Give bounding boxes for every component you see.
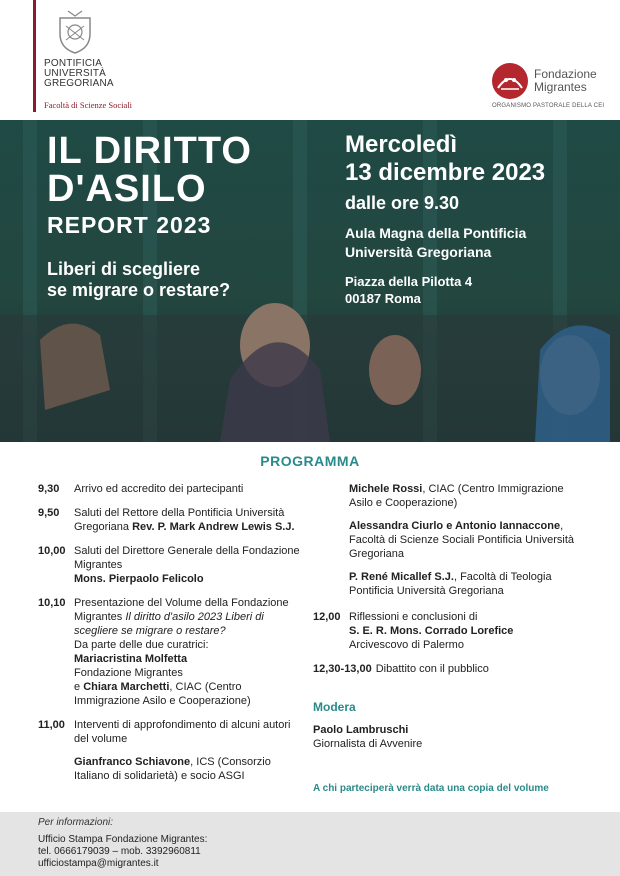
event-title-line1: IL DIRITTO bbox=[47, 130, 252, 172]
address-line: 00187 Roma bbox=[345, 291, 421, 306]
schedule-text: Riflessioni e conclusioni di bbox=[349, 611, 478, 623]
schedule-time: 10,00 bbox=[38, 545, 66, 557]
moderator bbox=[313, 723, 422, 751]
schedule-item bbox=[38, 718, 308, 783]
speaker-affiliation: , Facoltà di Scienze Sociali Pontificia Università Gregoriana bbox=[349, 520, 574, 560]
speaker-affiliation: , ICS (Consorzio Italiano di solidarietà) e socio ASGI bbox=[74, 756, 271, 782]
schedule-time: 12,00 bbox=[313, 611, 341, 623]
schedule-description bbox=[74, 544, 308, 586]
speaker-affiliation: Fondazione Migrantes bbox=[74, 667, 183, 679]
venue-line: Aula Magna della Pontificia bbox=[345, 225, 527, 241]
report-subtitle: REPORT 2023 bbox=[47, 212, 212, 238]
fm-name-line: Fondazione bbox=[534, 67, 597, 81]
schedule-text: Da parte delle due curatrici: bbox=[74, 639, 209, 651]
programma-heading: PROGRAMMA bbox=[260, 453, 360, 469]
speaker-line bbox=[74, 680, 308, 708]
speaker-name: Mariacristina Molfetta bbox=[74, 653, 188, 665]
schedule-item bbox=[38, 482, 308, 496]
speaker-name: Chiara Marchetti bbox=[83, 681, 170, 693]
schedule-time: 9,50 bbox=[38, 507, 60, 519]
venue-line: Università Gregoriana bbox=[345, 244, 492, 260]
event-address bbox=[345, 273, 472, 307]
modera-heading: Modera bbox=[313, 700, 356, 714]
schedule-time: 9,30 bbox=[38, 483, 60, 495]
pug-name-line: PONTIFICIA bbox=[44, 58, 103, 69]
schedule-item bbox=[38, 596, 308, 708]
header bbox=[0, 0, 620, 120]
schedule-description bbox=[74, 596, 308, 708]
event-date: 13 dicembre 2023 bbox=[345, 159, 546, 186]
schedule-item bbox=[313, 610, 583, 652]
pug-faculty: Facoltà di Scienze Sociali bbox=[44, 100, 133, 110]
fm-tagline: ORGANISMO PASTORALE DELLA CEI bbox=[492, 103, 605, 109]
pug-accent-bar bbox=[33, 0, 36, 112]
event-venue bbox=[345, 224, 526, 262]
pug-name-line: UNIVERSITÀ bbox=[44, 68, 107, 79]
footer bbox=[0, 812, 620, 876]
moderator-name: Paolo Lambruschi bbox=[313, 724, 409, 736]
schedule-text: Dibattito con il pubblico bbox=[375, 663, 489, 675]
schedule-item bbox=[38, 544, 308, 586]
fondazione-migrantes-logo-icon bbox=[491, 62, 529, 100]
schedule-time: 10,10 bbox=[38, 597, 66, 609]
schedule-item bbox=[313, 662, 583, 676]
speaker-name: Michele Rossi bbox=[349, 483, 423, 495]
tagline-line: se migrare o restare? bbox=[47, 280, 231, 300]
speaker-line bbox=[74, 755, 308, 783]
speaker-name: Alessandra Ciurlo e Antonio Iannaccone bbox=[349, 520, 561, 532]
pug-name bbox=[44, 59, 114, 89]
programma-right-column bbox=[313, 482, 583, 686]
footer-contact bbox=[38, 834, 207, 870]
schedule-text: e bbox=[74, 681, 84, 693]
schedule-time: 12,30-13,00 bbox=[313, 663, 372, 675]
speaker-name: Rev. P. Mark Andrew Lewis S.J. bbox=[132, 521, 295, 533]
speaker-name: Mons. Pierpaolo Felicolo bbox=[74, 573, 204, 585]
schedule-text: Arrivo ed accredito dei partecipanti bbox=[74, 483, 244, 495]
speaker-affiliation: , Facoltà di Teologia Pontificia Università Gregoriana bbox=[349, 571, 552, 597]
event-tagline bbox=[47, 259, 230, 301]
schedule-description bbox=[349, 610, 583, 652]
footer-phone: tel. 0666179039 – mob. 3392960811 bbox=[38, 846, 201, 857]
pug-crest-icon bbox=[56, 8, 94, 54]
schedule-text: Presentazione del Volume della Fondazione Migrantes bbox=[74, 597, 289, 623]
moderator-role: Giornalista di Avvenire bbox=[313, 738, 423, 750]
speaker-entry bbox=[313, 570, 583, 598]
event-time: dalle ore 9.30 bbox=[345, 193, 460, 213]
footer-line: Ufficio Stampa Fondazione Migrantes: bbox=[38, 834, 208, 845]
address-line: Piazza della Pilotta 4 bbox=[345, 274, 473, 289]
book-title: Il diritto d'asilo 2023 Liberi di scegliere se migrare o restare? bbox=[74, 611, 264, 637]
schedule-text: Interventi di approfondimento di alcuni autori del volume bbox=[74, 719, 291, 745]
footer-heading: Per informazioni: bbox=[38, 817, 114, 828]
schedule-item bbox=[38, 506, 308, 534]
pug-name-line: GREGORIANA bbox=[44, 78, 114, 89]
speaker-entry bbox=[313, 519, 583, 561]
fm-name-line: Migrantes bbox=[534, 80, 587, 94]
hero-banner bbox=[0, 120, 620, 442]
footer-email[interactable]: ufficiostampa@migrantes.it bbox=[38, 858, 159, 869]
speaker-name: S. E. R. Mons. Corrado Lorefice bbox=[349, 625, 514, 637]
programma-left-column bbox=[38, 482, 308, 793]
speaker-entry bbox=[313, 482, 583, 510]
event-day: Mercoledì bbox=[345, 131, 458, 158]
schedule-description bbox=[74, 482, 308, 496]
speaker-affiliation: , CIAC (Centro Immigrazione Asilo e Cooperazione) bbox=[74, 681, 251, 707]
tagline-line: Liberi di scegliere bbox=[47, 259, 201, 279]
volume-note: A chi parteciperà verrà data una copia del volume bbox=[313, 783, 549, 794]
schedule-time: 11,00 bbox=[38, 719, 65, 731]
fm-name bbox=[534, 68, 597, 94]
schedule-description bbox=[74, 506, 308, 534]
schedule-text: Saluti del Rettore della Pontificia Università Gregoriana bbox=[74, 507, 285, 533]
speaker-name: P. René Micallef S.J. bbox=[349, 571, 454, 583]
speaker-name: Gianfranco Schiavone bbox=[74, 756, 191, 768]
schedule-description bbox=[74, 718, 308, 783]
event-title-line2: D'ASILO bbox=[47, 168, 207, 210]
speaker-affiliation: , CIAC (Centro Immigrazione Asilo e Cooperazione) bbox=[349, 483, 564, 509]
schedule-text: Saluti del Direttore Generale della Fondazione Migrantes bbox=[74, 545, 300, 571]
speaker-affiliation: Arcivescovo di Palermo bbox=[349, 639, 464, 651]
